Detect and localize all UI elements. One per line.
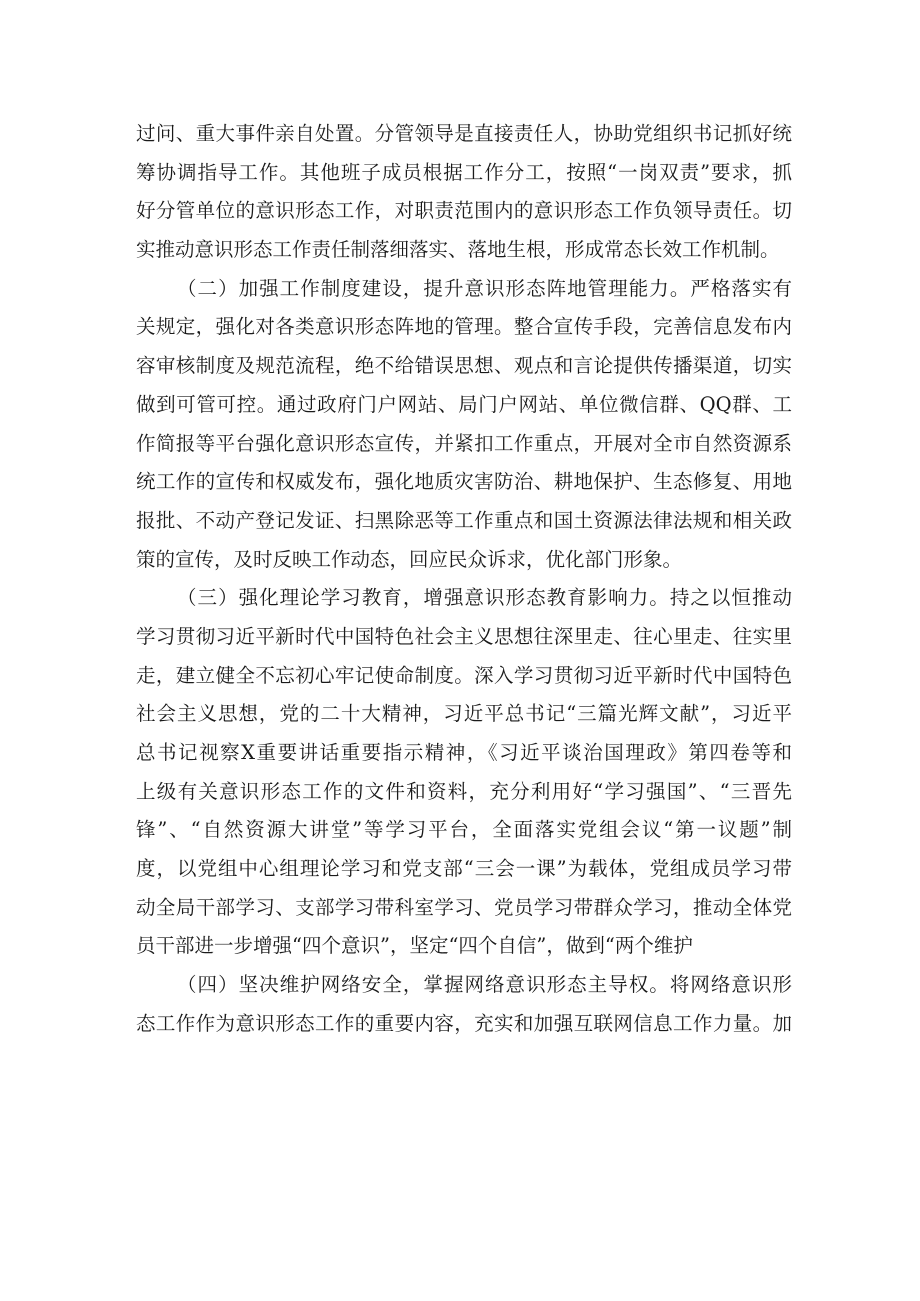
paragraph-continuation (136, 115, 792, 270)
text-line: 上级有关意识形态工作的文件和资料，充分利用好“学习强国”、“三晋先 (136, 779, 792, 803)
paragraph-section-3 (136, 579, 792, 966)
text-line: 走，建立健全不忘初心牢记使命制度。深入学习贯彻习近平新时代中国特色 (136, 663, 792, 687)
text-line: 过问、重大事件亲自处置。分管领导是直接责任人，协助党组织书记抓好统 (136, 122, 792, 145)
section-heading-line: （三）强化理论学习教育，增强意识形态教育影响力。持之以恒推动 (177, 586, 792, 610)
text-line: 学习贯彻习近平新时代中国特色社会主义思想往深里走、往心里走、往实里 (136, 624, 792, 648)
text-line: 动全局干部学习、支部学习带科室学习、党员学习带群众学习，推动全体党 (136, 895, 792, 919)
text-line: 总书记视察X重要讲话重要指示精神，《习近平谈治国理政》第四卷等和 (136, 741, 792, 764)
text-line: 作简报等平台强化意识形态宣传，并紧扣工作重点，开展对全市自然资源系 (136, 431, 792, 455)
text-line: 关规定，强化对各类意识形态阵地的管理。整合宣传手段，完善信息发布内 (136, 315, 792, 339)
paragraph-section-4 (136, 966, 792, 1043)
text-line: 度，以党组中心组理论学习和党支部“三会一课”为载体，党组成员学习带 (136, 857, 792, 881)
text-line: 报批、不动产登记发证、扫黑除恶等工作重点和国土资源法律法规和相关政 (136, 508, 792, 532)
text-line: 态工作作为意识形态工作的重要内容，充实和加强互联网信息工作力量。加 (136, 1011, 792, 1035)
text-line: 好分管单位的意识形态工作，对职责范围内的意识形态工作负领导责任。切 (136, 199, 792, 223)
text-line: 统工作的宣传和权威发布，强化地质灾害防治、耕地保护、生态修复、用地 (136, 470, 792, 494)
text-line: 锋”、“自然资源大讲堂”等学习平台，全面落实党组会议“第一议题”制 (136, 818, 792, 842)
text-line: 实推动意识形态工作责任制落细落实、落地生根，形成常态长效工作机制。 (136, 238, 780, 262)
text-line: 策的宣传，及时反映工作动态，回应民众诉求，优化部门形象。 (136, 547, 683, 571)
section-heading-line: （二）加强工作制度建设，提升意识形态阵地管理能力。严格落实有 (177, 276, 792, 300)
text-line: 员干部进一步增强“四个意识”，坚定“四个自信”，做到“两个维护 (136, 934, 693, 958)
text-line: 筹协调指导工作。其他班子成员根据工作分工，按照“一岗双责”要求，抓 (136, 160, 792, 184)
paragraph-section-2 (136, 270, 792, 580)
text-line: 社会主义思想，党的二十大精神，习近平总书记“三篇光辉文献”，习近平 (136, 702, 792, 726)
text-line: 容审核制度及规范流程，绝不给错误思想、观点和言论提供传播渠道，切实 (136, 354, 792, 378)
text-line: 做到可管可控。通过政府门户网站、局门户网站、单位微信群、QQ群、工 (136, 392, 792, 416)
section-heading-line: （四）坚决维护网络安全，掌握网络意识形态主导权。将网络意识形 (177, 973, 792, 997)
document-body (136, 115, 792, 1044)
